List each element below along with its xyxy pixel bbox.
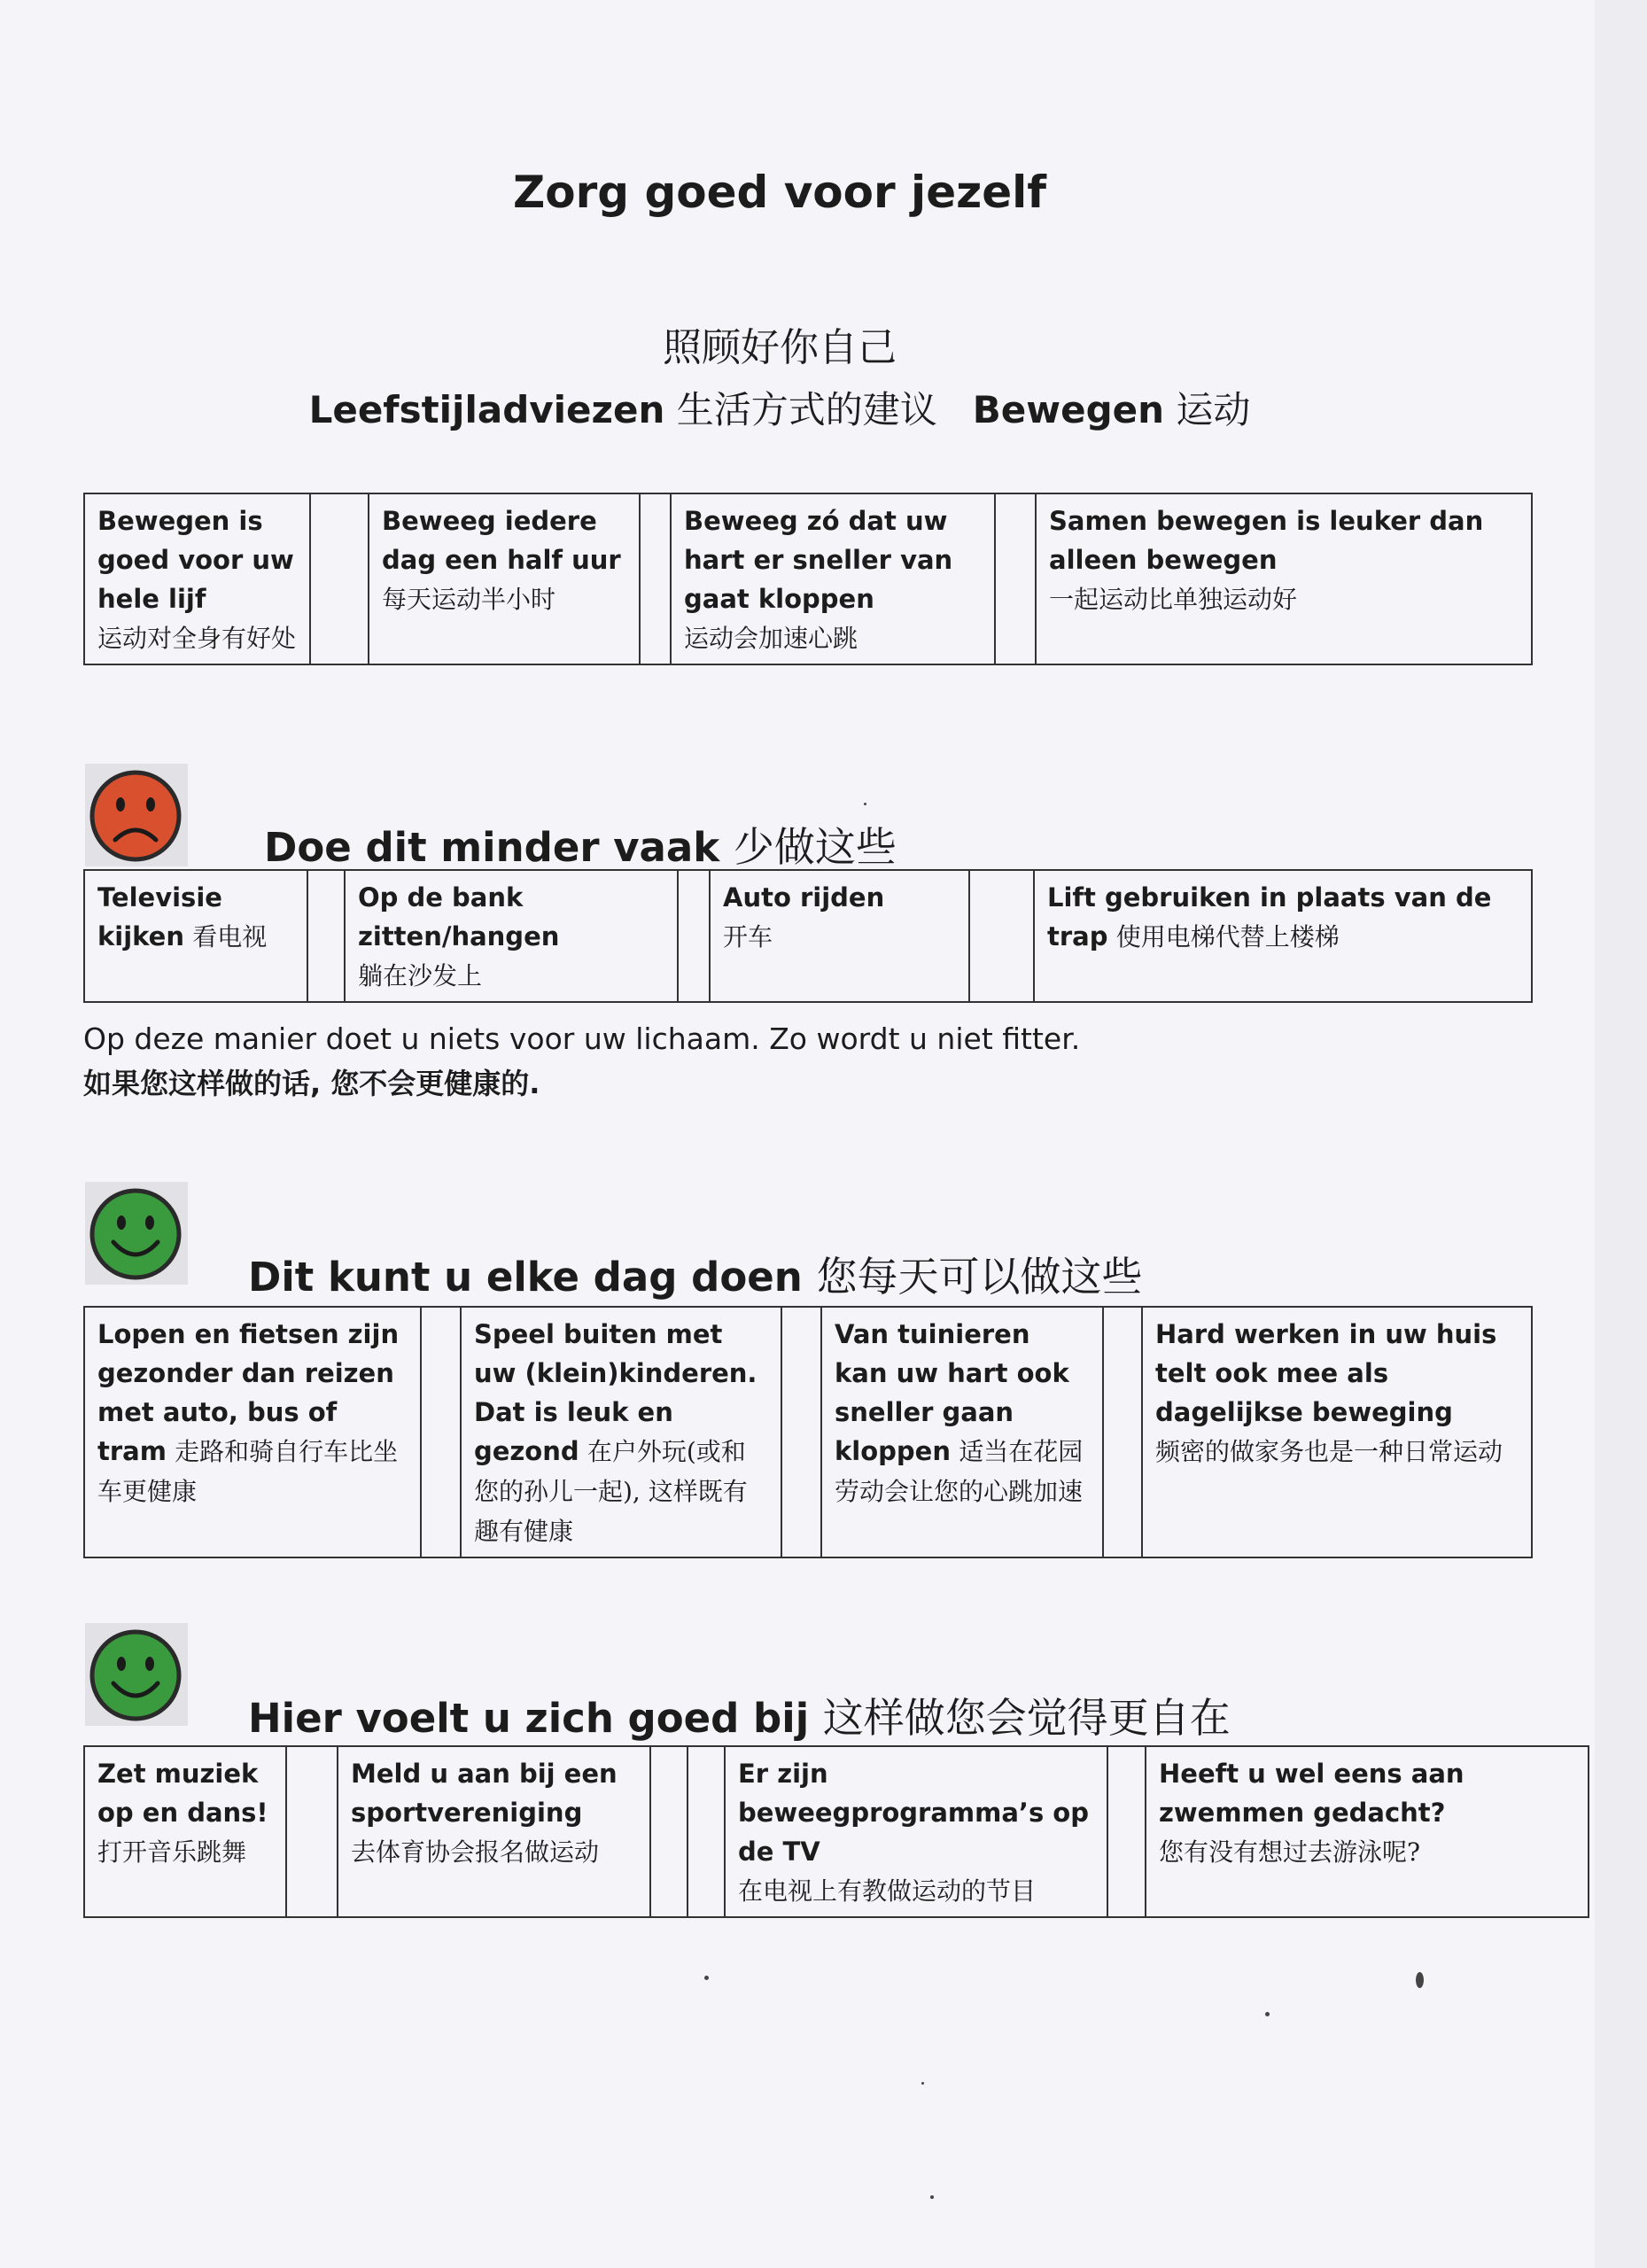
less-cell: Lift gebruiken in plaats van de trap 使用电梯代替上楼梯 [1034,870,1532,1002]
less-table [83,869,1533,1003]
table-spacer [678,870,710,1002]
less-cell: Op de bank zitten/hangen 躺在沙发上 [345,870,678,1002]
intro-cell: Beweeg zó dat uw hart er sneller van gaat kloppen 运动会加速心跳 [671,493,995,664]
daily-cell: Hard werken in uw huis telt ook mee als dagelijkse beweging 频密的做家务也是一种日常运动 [1142,1307,1532,1557]
table-spacer [969,870,1034,1002]
section-heading-daily: Dit kunt u elke dag doen 您每天可以做这些 [248,1253,1143,1301]
table-spacer [286,1746,338,1917]
intro-table [83,493,1533,665]
page-title: Zorg goed voor jezelf [512,167,1047,218]
table-spacer [781,1307,821,1557]
intro-cell: Bewegen is goed voor uw hele lijf 运动对全身有好处 [84,493,310,664]
good-cell: Meld u aan bij een sportvereniging 去体育协会报名做运动 [338,1746,650,1917]
table-spacer [310,493,369,664]
smiley-face-icon [85,1623,188,1726]
table-spacer [1107,1746,1146,1917]
table-spacer [307,870,345,1002]
good-cell: Er zijn beweegprogramma’s op de TV 在电视上有教做运动的节目 [725,1746,1107,1917]
exercise-label-zh: 运动 [1176,388,1251,431]
good-table [83,1745,1589,1918]
section-heading-good: Hier voelt u zich goed bij 这样做您会觉得更自在 [248,1694,1231,1742]
exercise-label: Bewegen [972,388,1165,431]
daily-cell: Van tuinieren kan uw hart ook sneller gaan kloppen 适当在花园劳动会让您的心跳加速 [821,1307,1103,1557]
less-cell: Auto rijden 开车 [710,870,969,1002]
intro-cell: Beweeg iedere dag een half uur 每天运动半小时 [369,493,640,664]
table-spacer [688,1746,725,1917]
table-spacer [421,1307,461,1557]
sad-face-icon [85,764,188,866]
table-spacer [1103,1307,1142,1557]
warning-note-zh: 如果您这样做的话, 您不会更健康的. [83,1067,540,1100]
subtitle-chinese: 照顾好你自己 [663,325,897,370]
less-cell: Televisie kijken 看电视 [84,870,307,1002]
good-cell: Zet muziek op en dans! 打开音乐跳舞 [84,1746,286,1917]
scan-edge [1595,0,1647,2268]
good-cell: Heeft u wel eens aan zwemmen gedacht? 您有没有想过去游泳呢? [1146,1746,1589,1917]
intro-cell: Samen bewegen is leuker dan alleen bewegen 一起运动比单独运动好 [1036,493,1532,664]
smiley-face-icon [85,1182,188,1285]
lifestyle-label: Leefstijladviezen [308,388,665,431]
table-spacer [995,493,1036,664]
daily-cell: Lopen en fietsen zijn gezonder dan reizen met auto, bus of tram 走路和骑自行车比坐车更健康 [84,1307,421,1557]
table-spacer [640,493,671,664]
subtitle-line [0,381,1559,434]
daily-cell: Speel buiten met uw (klein)kinderen. Dat is leuk en gezond 在户外玩(或和您的孙儿一起), 这样既有趣有健康 [461,1307,781,1557]
lifestyle-label-zh: 生活方式的建议 [676,388,937,431]
section-heading-less: Doe dit minder vaak 少做这些 [264,823,897,871]
warning-note-nl: Op deze manier doet u niets voor uw lichaam. Zo wordt u niet fitter. [83,1021,1081,1056]
daily-table [83,1306,1533,1558]
table-spacer [650,1746,688,1917]
warning-note [83,1017,1080,1106]
